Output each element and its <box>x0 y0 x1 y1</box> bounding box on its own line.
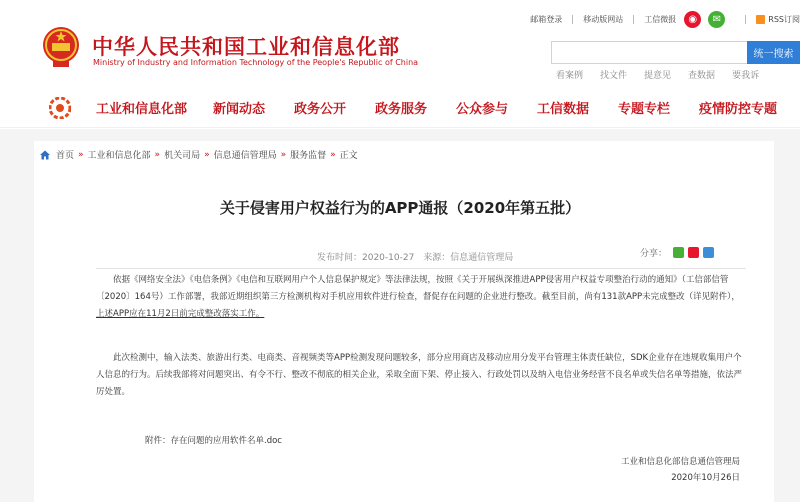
breadcrumb-separator-icon: » <box>330 149 336 160</box>
top-links <box>530 11 800 27</box>
quick-link-feedback[interactable]: 提意见 <box>644 71 672 81</box>
search-button[interactable]: 统一搜索 <box>747 41 800 64</box>
breadcrumb-miit[interactable]: 工业和信息化部 <box>87 151 151 161</box>
share-bar <box>640 246 718 259</box>
quick-link-files[interactable]: 找文件 <box>600 71 628 81</box>
site-header <box>0 0 800 82</box>
quick-link-data[interactable]: 查数据 <box>688 71 716 81</box>
quick-link-cases[interactable]: 看案例 <box>556 71 584 81</box>
nav-item-gov-affairs[interactable]: 政务公开 <box>294 102 347 117</box>
paragraph-underlined-text: 上述APP应在11月2日前完成整改落实工作。 <box>96 309 265 319</box>
home-icon[interactable] <box>40 150 50 160</box>
share-label: 分享： <box>640 249 668 259</box>
article-title: 关于侵害用户权益行为的APP通报（2020年第五批） <box>219 199 581 217</box>
weibo-share-icon[interactable] <box>688 247 699 258</box>
miit-logo-icon <box>49 97 71 119</box>
weibo-icon[interactable]: ◉ <box>684 11 701 28</box>
signature: 工业和信息化部信息通信管理局 <box>620 457 740 467</box>
quick-link-complaint[interactable]: 要我诉 <box>732 71 760 81</box>
rss-icon[interactable] <box>756 15 765 24</box>
site-title[interactable]: 中华人民共和国工业和信息化部 <box>92 35 400 59</box>
divider <box>572 15 573 24</box>
national-emblem-icon[interactable] <box>41 25 81 69</box>
wechat-icon[interactable]: ✉ <box>708 11 725 28</box>
divider <box>96 268 746 269</box>
divider <box>745 15 746 24</box>
article-source: 来源：信息通信管理局 <box>423 253 514 263</box>
mobile-site-link[interactable]: 移动版网站 <box>583 14 624 24</box>
attachment-link[interactable]: 附件：存在问题的应用软件名单.doc <box>145 436 282 446</box>
breadcrumb-supervision[interactable]: 服务监督 <box>290 151 327 161</box>
breadcrumb-separator-icon: » <box>78 149 84 160</box>
site-title-en[interactable]: Ministry of Industry and Information Technology of the People's Republic of China <box>93 58 419 67</box>
article-paragraph-2: 此次检测中，输入法类、旅游出行类、电商类、音视频类等APP检测发现问题较多，部分应用商店及移动应用分发平台管理主体责任缺位，SDK企业存在违规收集用户个人信息的行为。后续我部将对问题突出、有令不行、整改不彻底的相关企业，采取全面下架、停止接入、行政处罚以及纳入电信业务经营不良名单或失信名单等措施，依法严厉处置。 <box>96 353 743 397</box>
breadcrumb-current: 正文 <box>339 151 358 161</box>
nav-item-epidemic[interactable]: 疫情防控专题 <box>699 102 778 117</box>
nav-item-miit[interactable]: 工业和信息化部 <box>96 102 188 117</box>
weibo-news-link[interactable]: 工信微报 <box>644 14 677 24</box>
rss-link[interactable]: RSS订阅 <box>768 14 800 24</box>
main-nav <box>0 82 800 128</box>
divider <box>633 15 634 24</box>
breadcrumb-home[interactable]: 首页 <box>56 151 75 161</box>
article-paragraph-1 <box>96 272 746 323</box>
signature-date: 2020年10月26日 <box>671 473 740 483</box>
nav-item-news[interactable]: 新闻动态 <box>213 102 266 117</box>
nav-item-topics[interactable]: 专题专栏 <box>618 102 671 117</box>
publish-time: 发布时间：2020-10-27 <box>317 253 415 263</box>
wechat-share-icon[interactable] <box>673 247 684 258</box>
mail-login-link[interactable]: 邮箱登录 <box>530 14 563 24</box>
qzone-share-icon[interactable] <box>703 247 714 258</box>
nav-item-services[interactable]: 政务服务 <box>375 102 428 117</box>
breadcrumb-separator-icon: » <box>204 149 210 160</box>
article-meta <box>317 250 519 263</box>
nav-item-data[interactable]: 工信数据 <box>537 102 590 117</box>
breadcrumb-departments[interactable]: 机关司局 <box>164 151 201 161</box>
quick-links <box>556 68 776 81</box>
breadcrumb-separator-icon: » <box>280 149 287 160</box>
paragraph-text: 依据《网络安全法》《电信条例》《电信和互联网用户个人信息保护规定》等法律法规，按照《关于开展纵深推进APP侵害用户权益专项整治行动的通知》（工信部信管〔2020〕164号）工作部署，我部近期组织第三方检测机构对手机应用软件进行检查，督促存在问题的企业进行整改。截至目前，尚有131款APP未完成整改（详见附件）， <box>96 275 740 302</box>
nav-item-participation[interactable]: 公众参与 <box>456 102 509 117</box>
nav-items <box>96 98 799 117</box>
breadcrumb-separator-icon: » <box>154 149 161 160</box>
breadcrumb-bureau[interactable]: 信息通信管理局 <box>213 151 277 161</box>
breadcrumb <box>40 148 358 161</box>
search-input[interactable] <box>551 41 747 64</box>
